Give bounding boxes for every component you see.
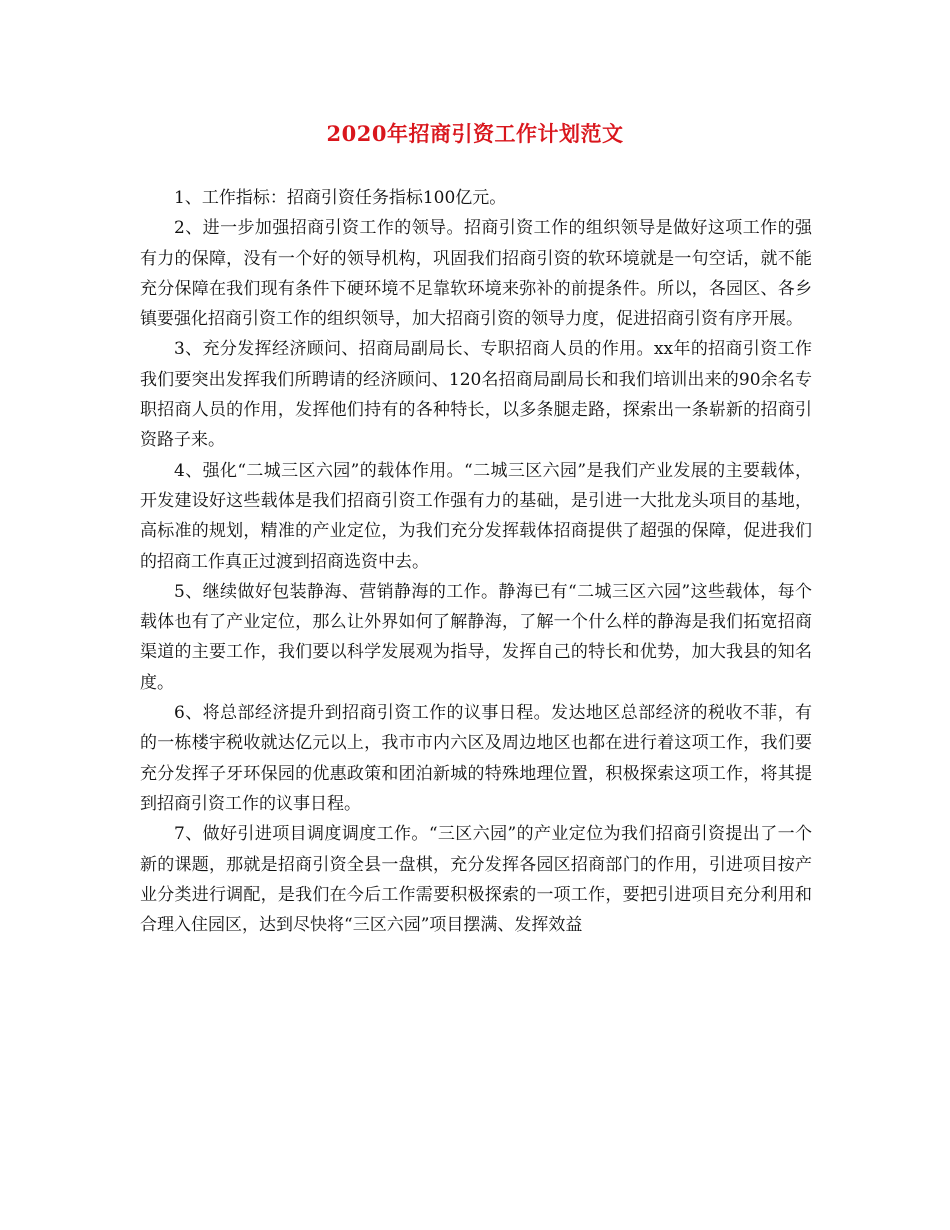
paragraph-6: 6、将总部经济提升到招商引资工作的议事日程。发达地区总部经济的税收不菲，有的一栋楼宇税收就达亿元以上，我市市内六区及周边地区也都在进行着这项工作，我们要充分发挥子牙环保园的优惠政策和团泊新城的特殊地理位置，积极探索这项工作，将其提到招商引资工作的议事日程。 [140, 703, 812, 814]
paragraph-5: 5、继续做好包装静海、营销静海的工作。静海已有“二城三区六园”这些载体，每个载体也有了产业定位，那么让外界如何了解静海，了解一个什么样的静海是我们拓宽招商渠道的主要工作，我们要以科学发展观为指导，发挥自己的特长和优势，加大我县的知名度。 [140, 581, 812, 693]
document-title: 2020年招商引资工作计划范文 [326, 121, 624, 146]
paragraph-7: 7、做好引进项目调度调度工作。“三区六园”的产业定位为我们招商引资提出了一个新的课题，那就是招商引资全县一盘棋，充分发挥各园区招商部门的作用，引进项目按产业分类进行调配，是我们在今后工作需要积极探索的一项工作，要把引进项目充分利用和合理入住园区，达到尽快将“三区六园”项目摆满、发挥效益 [140, 824, 812, 936]
paragraph-4: 4、强化“二城三区六园”的载体作用。“二城三区六园”是我们产业发展的主要载体，开发建设好这些载体是我们招商引资工作强有力的基础，是引进一大批龙头项目的基地，高标准的规划，精准的产业定位，为我们充分发挥载体招商提供了超强的保障，促进我们的招商工作真正过渡到招商选资中去。 [140, 460, 812, 572]
paragraph-2: 2、进一步加强招商引资工作的领导。招商引资工作的组织领导是做好这项工作的强有力的保障，没有一个好的领导机构，巩固我们招商引资的软环境就是一句空话，就不能充分保障在我们现有条件下硬环境不足靠软环境来弥补的前提条件。所以，各园区、各乡镇要强化招商引资工作的组织领导，加大招商引资的领导力度，促进招商引资有序开展。 [140, 218, 812, 330]
document-body [140, 183, 812, 940]
paragraph-1: 1、工作指标：招商引资任务指标100亿元。 [174, 188, 507, 208]
paragraph-3: 3、充分发挥经济顾问、招商局副局长、专职招商人员的作用。xx年的招商引资工作我们要突出发挥我们所聘请的经济顾问、120名招商局副局长和我们培训出来的90余名专职招商人员的作用，发挥他们持有的各种特长，以多条腿走路，探索出一条崭新的招商引资路子来。 [140, 339, 812, 451]
